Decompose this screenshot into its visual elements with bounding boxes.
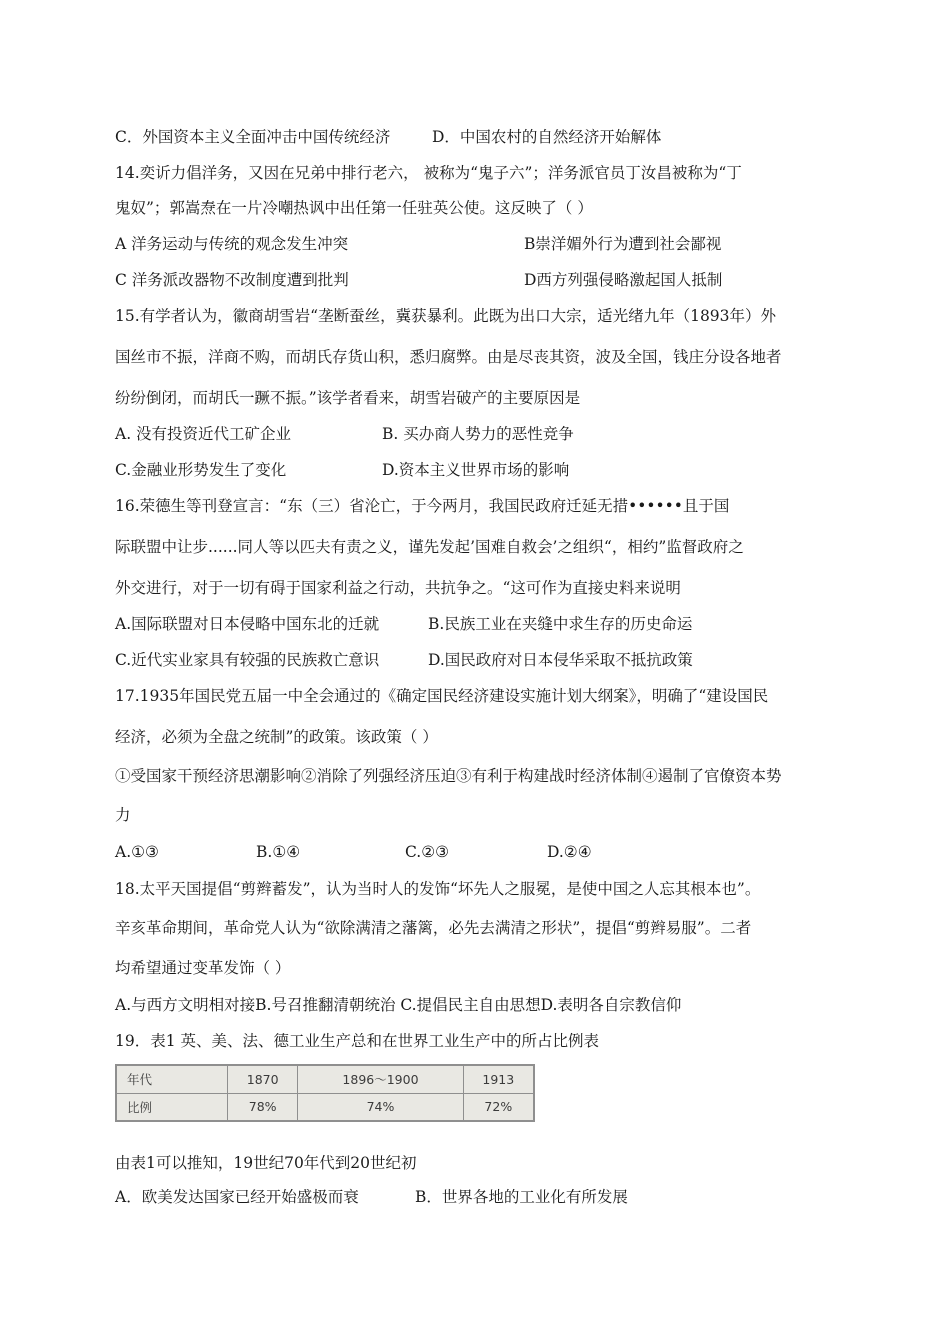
q17-option-a: A.①③ [115,843,159,861]
table-cell: 74% [298,1093,463,1121]
q19-option-b: B．世界各地的工业化有所发展 [415,1188,628,1206]
q16-stem-line2: 际联盟中让步......同人等以匹夫有责之义，谨先发起’国难自救会’之组织“，相约”监督政府之 [115,538,744,556]
q14-stem-line2: 鬼奴”；郭嵩焘在一片冷嘲热讽中出任第一任驻英公使。这反映了（ ） [115,199,593,217]
q18-stem-line3: 均希望通过变革发饰（ ） [115,959,291,977]
q16-stem-line1: 16.荣德生等刊登宣言：“东（三）省沦亡，于今两月，我国民政府迁延无措••••••且于国 [115,497,730,515]
q16-option-d: D.国民政府对日本侵华采取不抵抗政策 [428,651,693,669]
q14-option-c: C 洋务派改器物不改制度遭到批判 [115,271,349,289]
q15-option-d: D.资本主义世界市场的影响 [382,461,570,479]
q16-option-b: B.民族工业在夹缝中求生存的历史命运 [428,615,693,633]
q18-stem-line1: 18.太平天国提倡“剪辫蓄发”，认为当时人的发饰“坏先人之服冕，是使中国之人忘其根本也”。 [115,880,761,898]
q16-option-a: A.国际联盟对日本侵略中国东北的迁就 [115,615,380,633]
q14-option-a: A 洋务运动与传统的观念发生冲突 [115,235,349,253]
q17-option-b: B.①④ [256,843,301,861]
q15-stem-line3: 纷纷倒闭，而胡氏一蹶不振。”该学者看来，胡雪岩破产的主要原因是 [115,389,581,407]
table-cell: 1896～1900 [298,1066,463,1094]
q15-stem-line1: 15.有学者认为，徽商胡雪岩“垄断蚕丝，冀获暴利。此既为出口大宗，适光绪九年（1893年）外 [115,307,777,325]
q14-option-d: D西方列强侵略激起国人抵制 [524,271,723,289]
q16-stem-line3: 外交进行，对于一切有碍于国家利益之行动，共抗争之。“这可作为直接史料来说明 [115,579,681,597]
q17-option-d: D.②④ [547,843,592,861]
q17-stem-line3: ①受国家干预经济思潮影响②消除了列强经济压迫③有利于构建战时经济体制④遏制了官僚资本势 [115,767,782,785]
q18-options: A.与西方文明相对接B.号召推翻清朝统治 C.提倡民主自由思想D.表明各自宗教信仰 [115,996,682,1014]
table-row [117,1066,534,1094]
table-cell: 72% [463,1093,533,1121]
q19-table-image [115,1064,535,1122]
q18-stem-line2: 辛亥革命期间，革命党人认为“欲除满清之藩篱，必先去满清之形状”，提倡“剪辫易服”。二者 [115,919,752,937]
table-cell: 比例 [117,1093,228,1121]
table-row [117,1093,534,1121]
table-cell: 1913 [463,1066,533,1094]
q14-option-b: B崇洋媚外行为遭到社会鄙视 [524,235,722,253]
q17-stem-line1: 17.1935年国民党五届一中全会通过的《确定国民经济建设实施计划大纲案》，明确了“建设国民 [115,687,769,705]
table-cell: 1870 [228,1066,298,1094]
q15-option-a: A. 没有投资近代工矿企业 [115,425,292,443]
q17-option-c: C.②③ [405,843,450,861]
q19-option-a: A．欧美发达国家已经开始盛极而衰 [115,1188,359,1206]
q19-stem-line2: 由表1可以推知，19世纪70年代到20世纪初 [115,1154,417,1172]
q14-stem-line1: 14.奕䜣力倡洋务，又因在兄弟中排行老六， 被称为“鬼子六”；洋务派官员丁汝昌被称为“丁 [115,164,742,182]
q13-option-d: D．中国农村的自然经济开始解体 [432,128,662,146]
q15-option-b: B. 买办商人势力的恶性竞争 [382,425,574,443]
table-cell: 年代 [117,1066,228,1094]
q17-stem-line4: 力 [115,806,131,824]
q13-option-c: C．外国资本主义全面冲击中国传统经济 [115,128,391,146]
q19-stem-line1: 19．表1 英、美、法、德工业生产总和在世界工业生产中的所占比例表 [115,1032,600,1050]
table-cell: 78% [228,1093,298,1121]
q15-option-c: C.金融业形势发生了变化 [115,461,287,479]
q17-stem-line2: 经济，必须为全盘之统制”的政策。该政策（ ） [115,728,438,746]
q15-stem-line2: 国丝市不振，洋商不购，而胡氏存货山积，悉归腐弊。由是尽丧其资，波及全国，钱庄分设各地者 [115,348,782,366]
q16-option-c: C.近代实业家具有较强的民族救亡意识 [115,651,380,669]
